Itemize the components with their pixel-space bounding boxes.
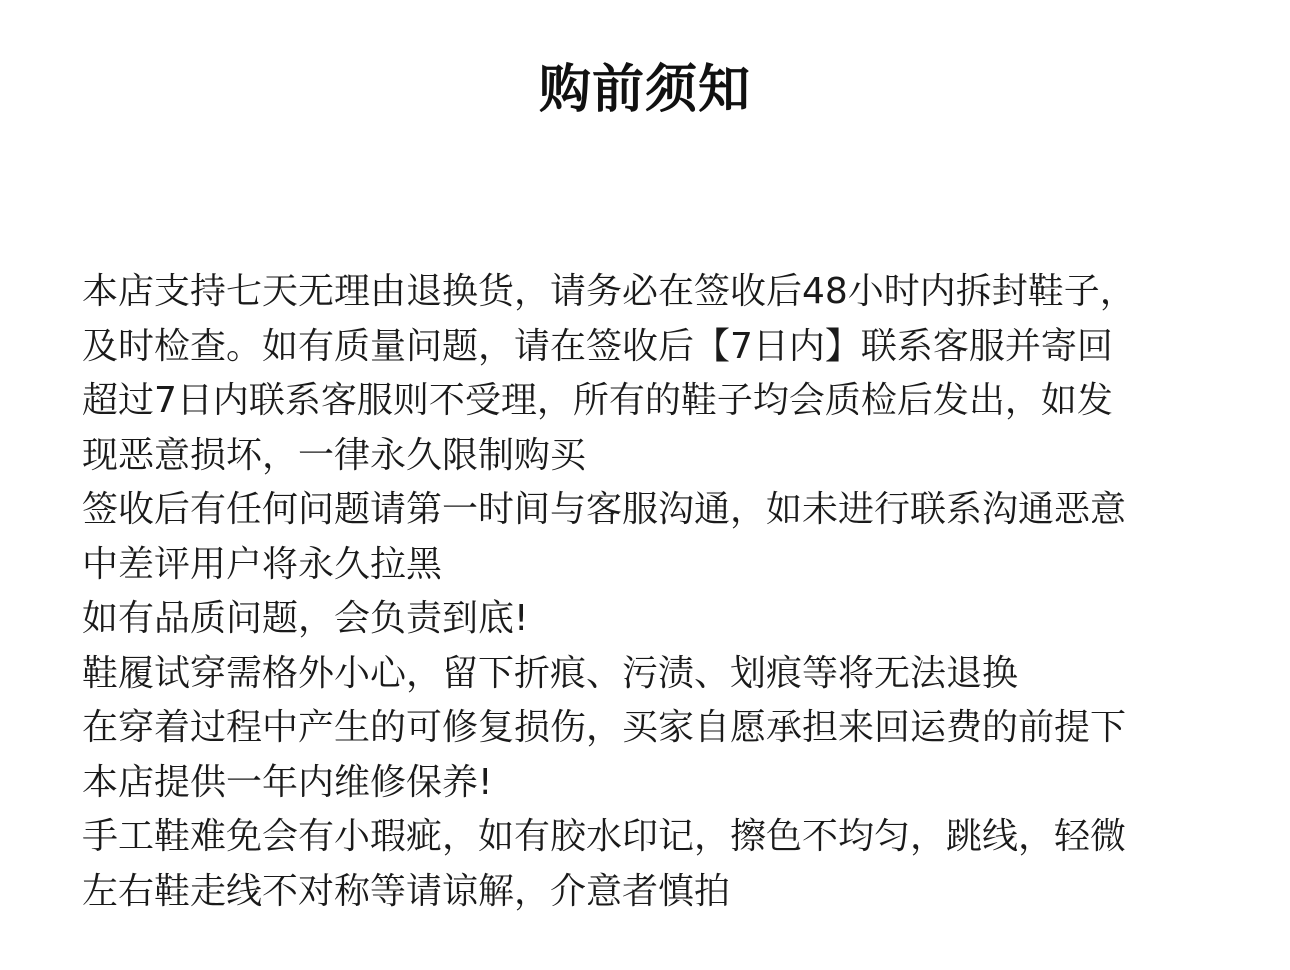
notice-line: 签收后有任何问题请第一时间与客服沟通，如未进行联系沟通恶意 [82, 489, 1127, 530]
notice-line: 本店支持七天无理由退换货，请务必在签收后48小时内拆封鞋子， [82, 271, 1136, 312]
notice-body [82, 265, 1242, 919]
notice-line: 本店提供一年内维修保养! [82, 761, 493, 803]
notice-line: 现恶意损坏，一律永久限制购买 [82, 434, 587, 476]
notice-line: 左右鞋走线不对称等请谅解，介意者慎拍 [82, 870, 731, 912]
notice-line: 及时检查。如有质量问题，请在签收后【7日内】联系客服并寄回 [82, 325, 1113, 367]
page-title: 购前须知 [538, 60, 751, 120]
notice-line: 手工鞋难免会有小瑕疵，如有胶水印记，擦色不均匀，跳线，轻微 [82, 816, 1127, 857]
notice-line: 如有品质问题，会负责到底! [82, 598, 529, 639]
notice-line: 中差评用户将永久拉黑 [82, 543, 443, 585]
notice-line: 在穿着过程中产生的可修复损伤，买家自愿承担来回运费的前提下 [82, 707, 1127, 748]
notice-line: 鞋履试穿需格外小心，留下折痕、污渍、划痕等将无法退换 [82, 652, 1019, 694]
notice-line: 超过7日内联系客服则不受理，所有的鞋子均会质检后发出，如发 [82, 380, 1113, 421]
